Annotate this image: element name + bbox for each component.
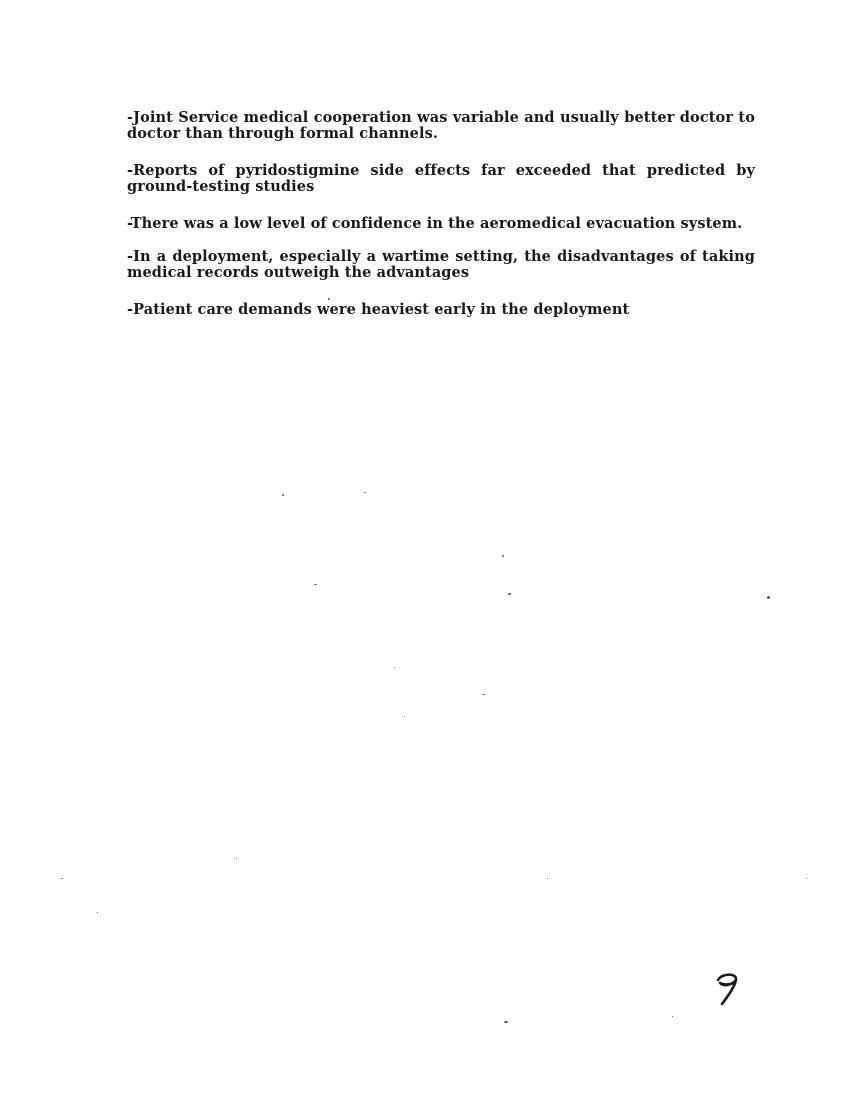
finding-item: -In a deployment, especially a wartime setting, the disadvantages of taking medical records outweigh the advantages [127,248,755,281]
finding-item: -Joint Service medical cooperation was variable and usually better doctor to doctor than through formal channels. [127,109,755,142]
finding-item: -Reports of pyridostigmine side effects far exceeded that predicted by ground-testing studies [127,162,755,195]
findings-list [127,110,755,339]
finding-item: -There was a low level of confidence in the aeromedical evacuation system. [127,215,743,232]
handwritten-page-number [712,970,742,1010]
finding-item: -Patient care demands were heaviest early in the deployment [127,301,630,318]
